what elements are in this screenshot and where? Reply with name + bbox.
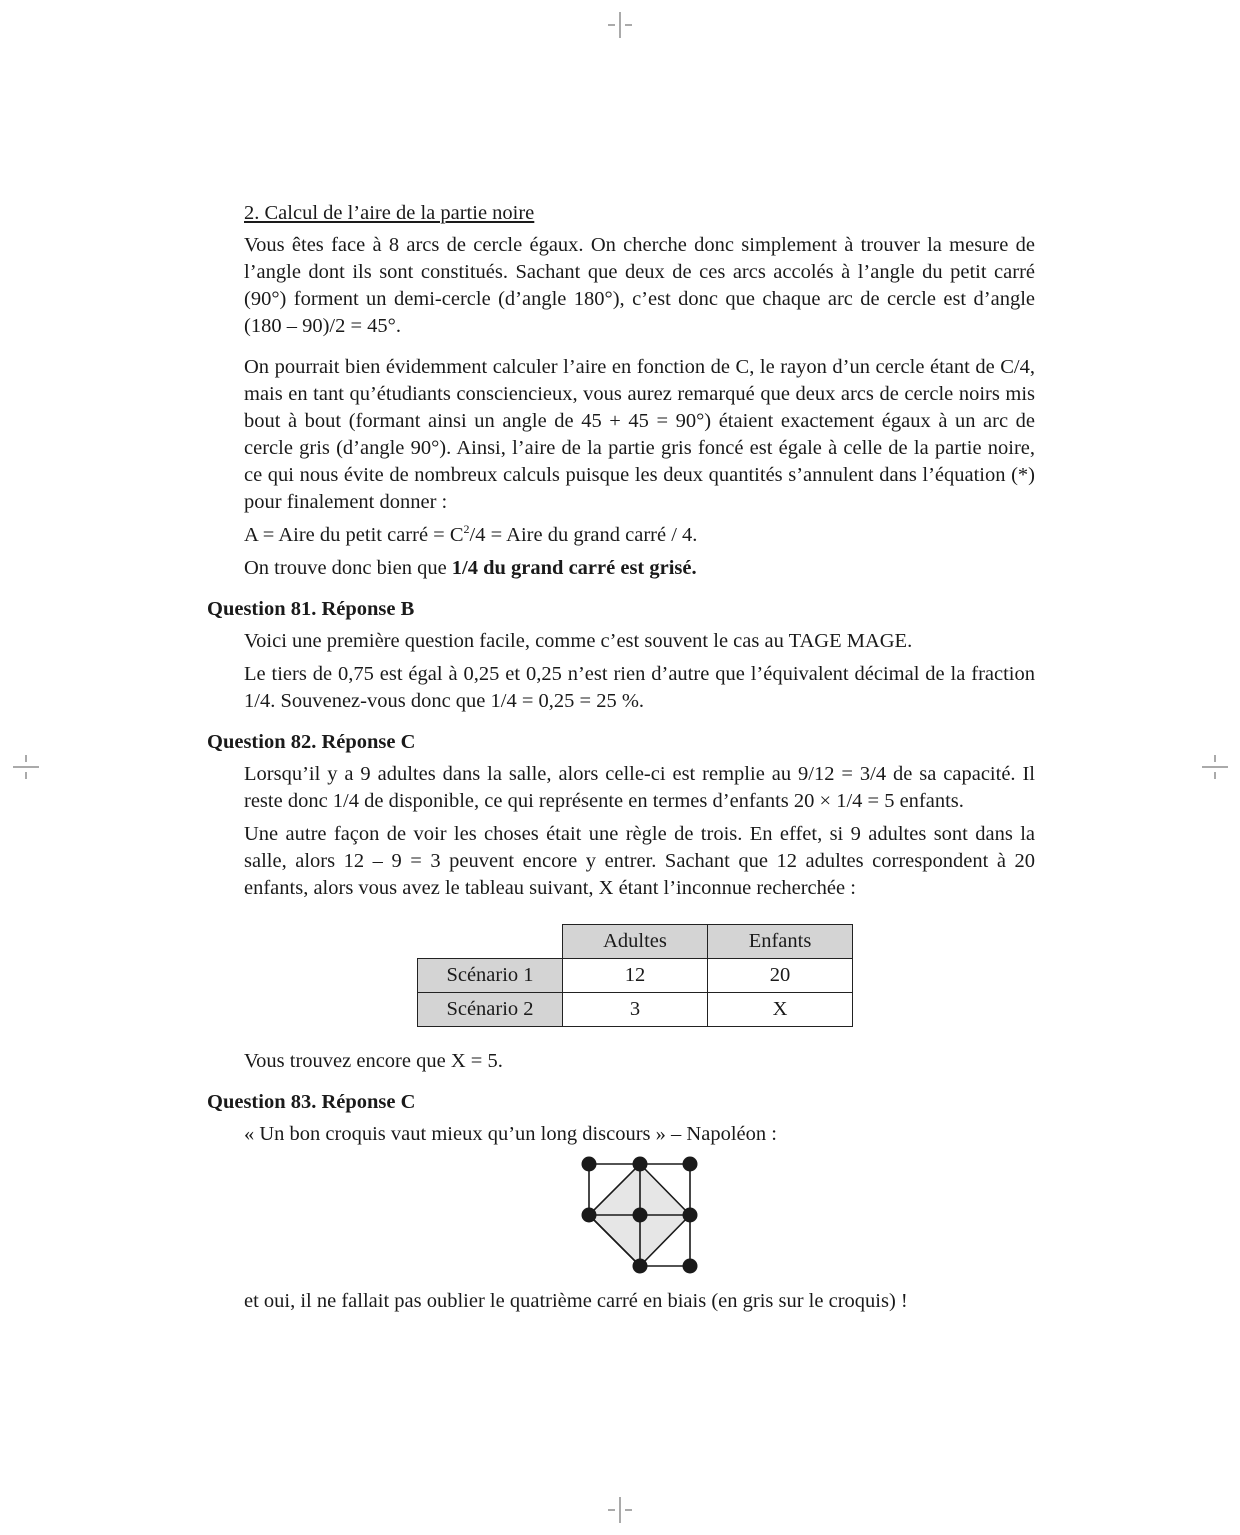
table-corner-cell	[418, 925, 563, 959]
question-82-body	[207, 761, 1035, 902]
dot-bottom-right	[683, 1259, 698, 1274]
question-83-heading: Question 83. Réponse C	[207, 1091, 416, 1113]
crop-mark-bottom	[606, 1495, 634, 1525]
dot-middle-right	[683, 1208, 698, 1223]
formula-exponent: 2	[463, 522, 470, 537]
table-header-row	[418, 925, 853, 959]
conclusion-text: On trouve donc bien que	[244, 557, 452, 579]
table-row	[418, 959, 853, 993]
paragraph-arcs: Vous êtes face à 8 arcs de cercle égaux. On cherche donc simplement à trouver la mesure de l’angle dont ils sont constitués. Sachant que deux de ces arcs accolés à l’angle du petit carré (90°) forment un demi-cercle (d’angle 180°), c’est donc que chaque arc de cercle est d’angle (180 – 90)/2 = 45°.	[244, 234, 1035, 337]
question-82-paragraph-3: Vous trouvez encore que X = 5.	[244, 1050, 503, 1072]
section-area-calculation	[207, 200, 1035, 582]
question-81-heading: Question 81. Réponse B	[207, 598, 415, 620]
formula-start: A = Aire du petit carré = C	[244, 524, 464, 546]
table-cell-adultes: 3	[563, 993, 708, 1027]
paragraph-area-reasoning: On pourrait bien évidemment calculer l’aire en fonction de C, le rayon d’un cercle étant de C/4, mais en tant qu’étudiants consciencieux, vous aurez remarqué que deux arcs de cercle noirs mis bout à bout (formant ainsi un angle de 45 + 45 = 90°) étaient exactement égaux à un arc de cercle gris (d’angle 90°). Ainsi, l’aire de la partie gris foncé est égale à celle de la partie noire, ce qui nous évite de nombreux calculs puisque les deux quantités s’annulent dans l’équation (*) pour finalement donner :	[244, 356, 1035, 513]
crop-mark-right	[1200, 753, 1230, 781]
table-row	[418, 993, 853, 1027]
dot-middle-left	[582, 1208, 597, 1223]
question-83-quote: « Un bon croquis vaut mieux qu’un long discours » – Napoléon :	[244, 1123, 777, 1145]
conclusion-bold: 1/4 du grand carré est grisé.	[451, 557, 697, 579]
dot-top-middle	[633, 1157, 648, 1172]
dot-top-right	[683, 1157, 698, 1172]
page-content	[207, 200, 1035, 1315]
rule-of-three-table	[417, 924, 853, 1027]
table-header-enfants: Enfants	[708, 925, 853, 959]
table-cell-enfants: X	[708, 993, 853, 1027]
table-row-label: Scénario 2	[418, 993, 563, 1027]
table-cell-adultes: 12	[563, 959, 708, 993]
section-title: 2. Calcul de l’aire de la partie noire	[244, 202, 535, 224]
question-82-paragraph-1: Lorsqu’il y a 9 adultes dans la salle, alors celle-ci est remplie au 9/12 = 3/4 de sa capacité. Il reste donc 1/4 de disponible, ce qui représente en termes d’enfants 20 × 1/4 = 5 enfants.	[244, 763, 1035, 812]
table-header-adultes: Adultes	[563, 925, 708, 959]
rule-of-three-table-wrap	[207, 924, 1035, 1032]
dot-top-left	[582, 1157, 597, 1172]
question-81-body	[207, 628, 1035, 715]
formula-line	[244, 522, 1035, 549]
conclusion-line	[244, 555, 1035, 582]
croquis-figure-wrap	[207, 1154, 1035, 1282]
croquis-figure	[573, 1154, 703, 1280]
crop-mark-left	[11, 753, 41, 781]
table-row-label: Scénario 1	[418, 959, 563, 993]
dot-bottom-middle	[633, 1259, 648, 1274]
crop-mark-top	[606, 10, 634, 40]
dot-center	[633, 1208, 648, 1223]
question-83-after-figure: et oui, il ne fallait pas oublier le quatrième carré en biais (en gris sur le croquis) !	[244, 1290, 908, 1312]
question-82-paragraph-2: Une autre façon de voir les choses était une règle de trois. En effet, si 9 adultes sont dans la salle, alors 12 – 9 = 3 peuvent encore y entrer. Sachant que 12 adultes correspondent à 20 enfants, alors vous avez le tableau suivant, X étant l’inconnue recherchée :	[244, 823, 1035, 899]
question-81-paragraph-1: Voici une première question facile, comme c’est souvent le cas au TAGE MAGE.	[244, 630, 913, 652]
question-81-paragraph-2: Le tiers de 0,75 est égal à 0,25 et 0,25 n’est rien d’autre que l’équivalent décimal de la fraction 1/4. Souvenez-vous donc que 1/4 = 0,25 = 25 %.	[244, 663, 1035, 712]
table-cell-enfants: 20	[708, 959, 853, 993]
formula-end: /4 = Aire du grand carré / 4.	[469, 524, 698, 546]
question-83-body	[207, 1121, 1035, 1148]
question-82-heading: Question 82. Réponse C	[207, 731, 416, 753]
